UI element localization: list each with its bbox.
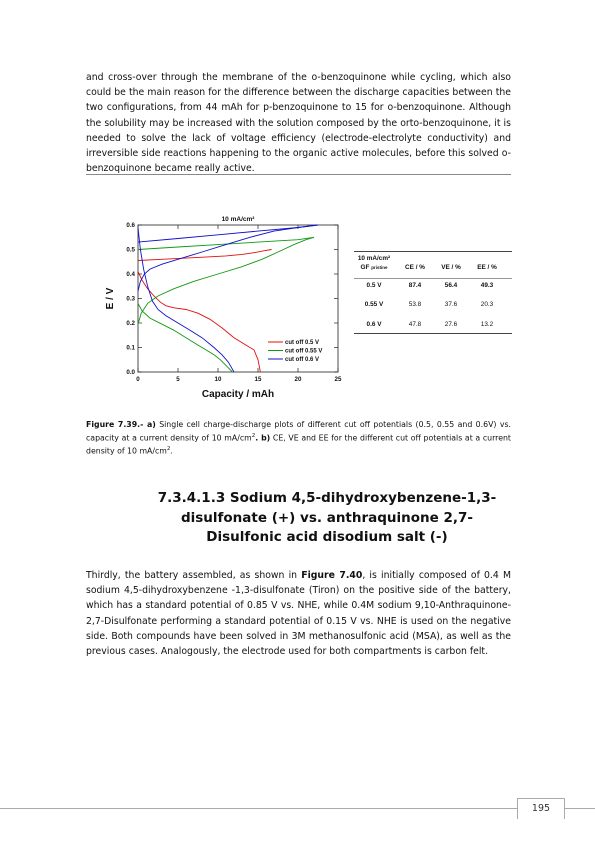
legend-label: cut off 0.6 V <box>285 357 320 364</box>
chart-title: 10 mA/cm² <box>221 216 255 223</box>
series-discharge-line <box>138 228 234 373</box>
table-row-label: 0.6 V <box>366 321 382 328</box>
table-bottom-rule <box>354 333 512 334</box>
x-tick-label: 20 <box>294 376 302 383</box>
series-charge-line <box>138 225 318 242</box>
table-row-label: 0.5 V <box>366 282 382 289</box>
x-tick-label: 0 <box>136 376 140 383</box>
table-cell: 13.2 <box>480 321 494 328</box>
y-tick-label: 0.5 <box>126 246 135 254</box>
section-heading: 7.3.4.1.3 Sodium 4,5-dihydroxybenzene-1,3- disulfonate (+) vs. anthraquinone 2,7- Disulfonic acid disodium salt (-) <box>157 490 497 545</box>
x-axis-label: Capacity / mAh <box>201 389 275 400</box>
x-tick-label: 25 <box>334 376 342 383</box>
table-cell: 47.8 <box>408 321 422 328</box>
y-tick-label: 0.2 <box>126 320 135 327</box>
page-number: 195 <box>517 798 565 819</box>
figure-caption: Figure 7.39.- a) Single cell charge-discharge plots of different cut off potentials (0.5, 0.55 and 0.6V) vs. capacity at a current density of 10 $mA/cm^2$. b) CE, VE and EE for the different cut off potentials at a current density of 10 $mA/cm^2$. <box>86 420 512 456</box>
body-paragraph: Thirdly, the battery assembled, as shown in Figure 7.40, is initially composed of 0.4 M sodium 4,5-dihydroxybenzene -1,3-disulfonate (Tiron) on the positive side of the battery, which has a standard potential of 0.85 V vs. NHE, while 0.4M sodium 9,10-Anthraquinone-2,7-Disulfonate performing a standard potential of 0.15 V vs. NHE is used on the negative side. Both compounds have been solved in 3M methanosulfonic acid (MSA), as well as the previous cases. Analogously, the electrode used for both compartments is carbon felt. <box>86 570 511 658</box>
caption-label: Figure 7.39.- a) <box>86 420 156 429</box>
y-tick-label: 0.0 <box>126 369 135 376</box>
footer-rule <box>0 808 595 809</box>
table-col-ee: EE / % <box>477 264 497 271</box>
y-tick-label: 0.3 <box>126 295 135 303</box>
table-cell: 49.3 <box>480 282 494 289</box>
series-discharge-line <box>138 303 232 372</box>
y-tick-label: 0.1 <box>126 344 135 352</box>
series-charge-line <box>138 225 318 291</box>
divider <box>86 174 511 175</box>
x-tick-label: 5 <box>176 376 180 383</box>
table-col-ve: VE / % <box>441 264 461 271</box>
table-mid-rule <box>354 278 512 279</box>
figure-reference[interactable]: Figure 7.40 <box>301 570 363 581</box>
table-row-label: 0.55 V <box>364 301 384 308</box>
series-charge-line <box>138 237 314 324</box>
charge-discharge-chart <box>90 205 352 405</box>
y-tick-label: 0.4 <box>126 271 135 278</box>
y-tick-label: 0.6 <box>126 222 135 229</box>
table-header-density: 10 mA/cm² <box>357 255 391 262</box>
table-cell: 56.4 <box>444 282 458 289</box>
table-cell: 37.6 <box>444 301 458 308</box>
table-cell: 53.8 <box>408 301 422 308</box>
x-tick-label: 10 <box>214 376 222 383</box>
y-axis-label: E / V <box>105 287 116 310</box>
table-cell: 27.6 <box>444 321 458 328</box>
table-cell: 20.3 <box>480 301 494 308</box>
legend-label: cut off 0.5 V <box>285 340 320 347</box>
table-header-gf: GF pristine <box>360 264 388 271</box>
intro-paragraph: and cross-over through the membrane of the o-benzoquinone while cycling, which also could be the main reason for the difference between the discharge capacities between the two configurations, from 44 mAh for p-benzoquinone to 15 for o-benzoquinone. Although the solubility may be increased with the solution composed by the orto-benzoquinone, it is needed to solve the lack of voltage efficiency (electrode-electrolyte conductivity) and irreversible side reactions happening to the organic active molecules, before this solved o-benzoquinone became really active. <box>86 72 511 175</box>
table-top-rule <box>354 251 512 252</box>
legend-label: cut off 0.55 V <box>285 348 323 355</box>
table-col-ce: CE / % <box>405 264 425 271</box>
x-tick-label: 15 <box>254 376 262 383</box>
table-cell: 87.4 <box>408 282 422 289</box>
